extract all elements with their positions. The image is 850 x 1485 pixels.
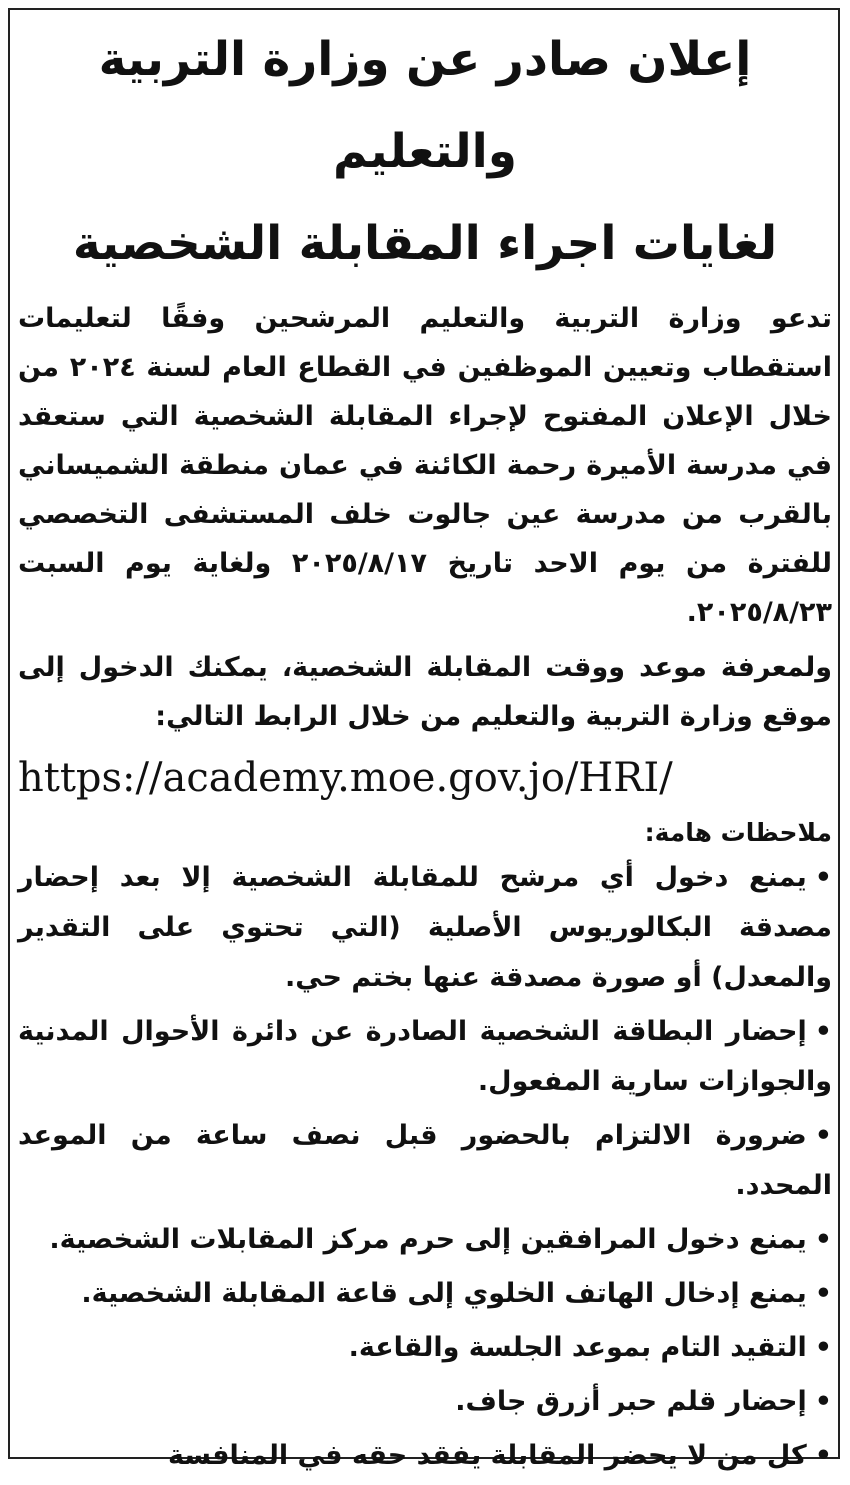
intro-paragraph: تدعو وزارة التربية والتعليم المرشحين وفقًا لتعليمات استقطاب وتعيين الموظفين في القطاع العام لسنة ٢٠٢٤ من خلال الإعلان المفتوح لإجراء المقابلة الشخصية التي ستعقد في مدرسة الأميرة رحمة الكائنة في عمان منطقة الشميساني بالقرب من مدرسة عين جالوت خلف المستشفى التخصصي للفترة من يوم الاحد تاريخ ٢٠٢٥/٨/١٧ ولغاية يوم السبت ٢٠٢٥/٨/٢٣. xyxy=(18,303,832,628)
note-item xyxy=(18,1431,832,1481)
note-item xyxy=(18,1111,832,1211)
note-text: ضرورة الالتزام بالحضور قبل نصف ساعة من الموعد المحدد. xyxy=(18,1120,832,1201)
note-text: التقيد التام بموعد الجلسة والقاعة. xyxy=(348,1332,807,1363)
title-line-1: إعلان صادر عن وزارة التربية والتعليم xyxy=(98,32,752,179)
note-text: يمنع إدخال الهاتف الخلوي إلى قاعة المقابلة الشخصية. xyxy=(81,1278,807,1309)
bullet-icon: • xyxy=(814,1120,832,1151)
note-item xyxy=(18,1323,832,1373)
notes-list xyxy=(18,853,832,1481)
link-instructions: ولمعرفة موعد ووقت المقابلة الشخصية، يمكنك الدخول إلى موقع وزارة التربية والتعليم من خلال الرابط التالي: xyxy=(18,652,832,732)
registration-link[interactable]: https://academy.moe.gov.jo/HRI/ xyxy=(18,755,673,801)
note-text: يمنع دخول المرافقين إلى حرم مركز المقابلات الشخصية. xyxy=(49,1224,807,1255)
title-line-2: لغايات اجراء المقابلة الشخصية xyxy=(72,216,778,271)
announcement xyxy=(18,14,832,1485)
bullet-icon: • xyxy=(814,1386,832,1417)
bullet-icon: • xyxy=(814,1278,832,1309)
note-item xyxy=(18,1215,832,1265)
bullet-icon: • xyxy=(814,1016,832,1047)
note-item xyxy=(18,853,832,1003)
bullet-icon: • xyxy=(814,1332,832,1363)
bullet-icon: • xyxy=(814,862,832,893)
note-text: يمنع دخول أي مرشح للمقابلة الشخصية إلا بعد إحضار مصدقة البكالوريوس الأصلية (التي تحتوي على التقدير والمعدل) أو صورة مصدقة عنها بختم حي. xyxy=(18,862,832,993)
note-text: كل من لا يحضر المقابلة يفقد حقه في المنافسة xyxy=(167,1440,807,1471)
notes-heading: ملاحظات هامة: xyxy=(644,818,832,847)
note-item xyxy=(18,1007,832,1107)
bullet-icon: • xyxy=(814,1440,832,1471)
bullet-icon: • xyxy=(814,1224,832,1255)
note-text: إحضار قلم حبر أزرق جاف. xyxy=(455,1386,807,1417)
note-item xyxy=(18,1377,832,1427)
note-text: إحضار البطاقة الشخصية الصادرة عن دائرة الأحوال المدنية والجوازات سارية المفعول. xyxy=(18,1016,832,1097)
note-item xyxy=(18,1269,832,1319)
